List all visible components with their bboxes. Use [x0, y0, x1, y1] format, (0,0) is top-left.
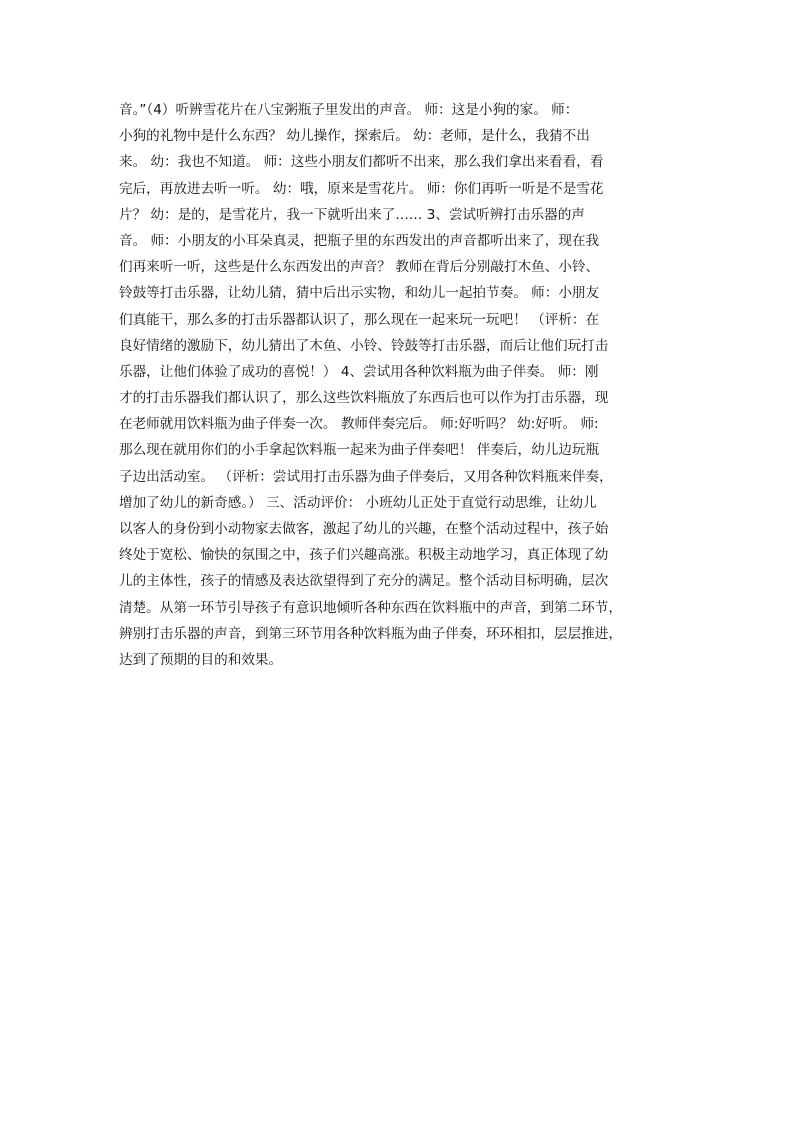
text-line: 子边出活动室。 （评析：尝试用打击乐器为曲子伴奏后，又用各种饮料瓶来伴奏，	[119, 468, 613, 485]
text-line: 小狗的礼物中是什么东西？ 幼儿操作，探索后。 幼：老师，是什么，我猜不出	[119, 128, 590, 145]
text-line: 完后，再放进去听一听。 幼：哦，原来是雪花片。 师：你们再听一听是不是雪花	[119, 180, 604, 197]
body-text	[119, 97, 675, 673]
text-line: 清楚。从第一环节引导孩子有意识地倾听各种东西在饮料瓶中的声音，到第二环节，	[119, 599, 622, 616]
text-line: 音。 师：小朋友的小耳朵真灵，把瓶子里的东西发出的声音都听出来了，现在我	[119, 232, 600, 249]
text-line: 们真能干，那么多的打击乐器都认识了，那么现在一起来玩一玩吧！ （评析：在	[119, 311, 600, 328]
text-line: 来。 幼：我也不知道。 师：这些小朋友们都听不出来，那么我们拿出来看看，看	[119, 154, 604, 171]
text-line: 儿的主体性，孩子的情感及表达欲望得到了充分的满足。整个活动目标明确，层次	[119, 573, 609, 590]
text-line: 达到了预期的目的和效果。	[119, 651, 283, 668]
text-line: 在老师就用饮料瓶为曲子伴奏一次。 教师伴奏完后。 师:好听吗？ 幼:好听。 师:	[119, 416, 599, 433]
text-line: 那么现在就用你们的小手拿起饮料瓶一起来为曲子伴奏吧！ 伴奏后，幼儿边玩瓶	[119, 442, 600, 459]
text-line: 终处于宽松、愉快的氛围之中，孩子们兴趣高涨。积极主动地学习，真正体现了幼	[119, 547, 609, 564]
text-line: 铃鼓等打击乐器，让幼儿猜，猜中后出示实物，和幼儿一起拍节奏。 师：小朋友	[119, 285, 600, 302]
text-line: 辨别打击乐器的声音，到第三环节用各种饮料瓶为曲子伴奏，环环相扣，层层推进，	[119, 625, 622, 642]
text-line: 片？ 幼：是的，是雪花片，我一下就听出来了…… 3、尝试听辨打击乐器的声	[119, 206, 585, 223]
text-line: 良好情绪的激励下，幼儿猜出了木鱼、小铃、铃鼓等打击乐器，而后让他们玩打击	[119, 337, 609, 354]
text-line: 音。”（4）听辨雪花片在八宝粥瓶子里发出的声音。 师：这是小狗的家。 师：	[119, 102, 579, 118]
text-line: 以客人的身份到小动物家去做客，激起了幼儿的兴趣，在整个活动过程中，孩子始	[119, 521, 609, 537]
text-line: 们再来听一听，这些是什么东西发出的声音？ 教师在背后分别敲打木鱼、小铃、	[119, 259, 600, 276]
text-line: 乐器，让他们体验了成功的喜悦！） 4、尝试用各种饮料瓶为曲子伴奏。 师：刚	[119, 363, 599, 380]
text-line: 才的打击乐器我们都认识了，那么这些饮料瓶放了东西后也可以作为打击乐器，现	[119, 390, 609, 407]
text-line: 增加了幼儿的新奇感。） 三、活动评价： 小班幼儿正处于直觉行动思维，让幼儿	[119, 494, 597, 511]
